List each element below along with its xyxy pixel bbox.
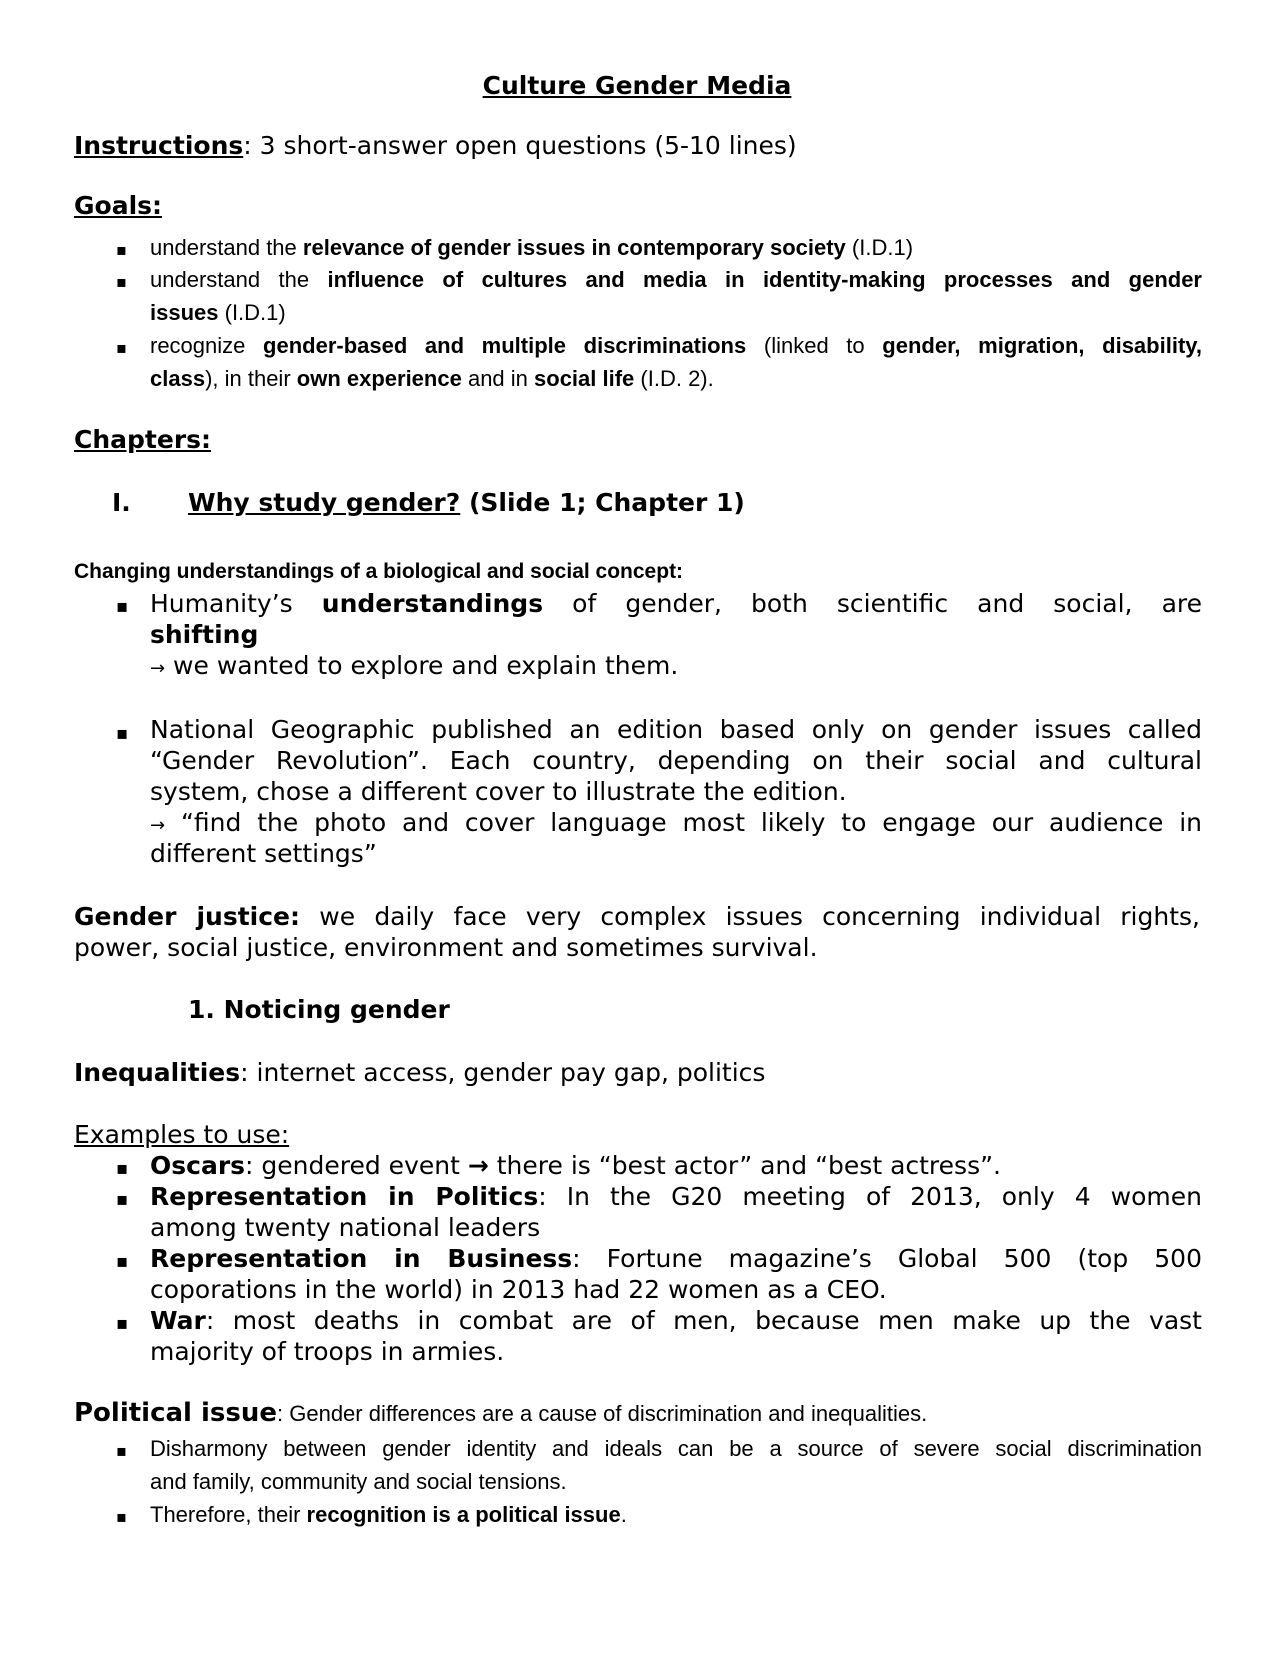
goal-1: understand the relevance of gender issues in contemporary society (I.D.1)	[150, 235, 914, 260]
bullet-icon: ▪	[116, 1251, 129, 1272]
instructions-label: Instructions	[74, 131, 244, 160]
gender-justice-line-2: power, social justice, environment and sometimes survival.	[74, 933, 818, 962]
goal-2-line-1: understand the influence of cultures and media in identity-making processes and gender	[150, 267, 1202, 292]
bullet-icon: ▪	[116, 1189, 129, 1210]
bullet-icon: ▪	[116, 1158, 129, 1179]
chapter-1-title: Why study gender?	[188, 488, 461, 517]
bullet-icon: ▪	[116, 1507, 127, 1526]
arrow-icon: →	[467, 1151, 489, 1180]
example-oscars: Oscars: gendered event → there is “best actor” and “best actress”.	[150, 1151, 1001, 1180]
political-issue-label: Political issue	[74, 1398, 278, 1428]
goal-3-line-1: recognize gender-based and multiple discriminations (linked to gender, migration, disability,	[150, 333, 1202, 358]
example-business-line-1: Representation in Business: Fortune magazine’s Global 500 (top 500	[150, 1244, 1202, 1273]
chapter-1-ref: (Slide 1; Chapter 1)	[460, 488, 745, 517]
instructions-text: : 3 short-answer open questions (5-10 lines)	[243, 131, 797, 160]
changing-2-line-5: different settings”	[150, 839, 377, 868]
bullet-icon: ▪	[116, 723, 129, 744]
example-business-line-2: coporations in the world) in 2013 had 22 women as a CEO.	[150, 1275, 887, 1304]
political-issue-line: Political issue: Gender differences are a cause of discrimination and inequalities.	[74, 1398, 928, 1428]
bullet-icon: ▪	[116, 240, 127, 259]
example-war-line-2: majority of troops in armies.	[150, 1337, 505, 1366]
changing-2-line-3: system, chose a different cover to illustrate the edition.	[150, 777, 847, 806]
goal-3-line-2: class), in their own experience and in social life (I.D. 2).	[150, 366, 714, 391]
bullet-icon: ▪	[116, 272, 127, 291]
changing-1-line-3: → we wanted to explore and explain them.	[150, 651, 679, 680]
example-politics-line-1: Representation in Politics: In the G20 meeting of 2013, only 4 women	[150, 1182, 1202, 1211]
example-war-line-1: War: most deaths in combat are of men, because men make up the vast	[150, 1306, 1202, 1335]
goal-2-line-2: issues (I.D.1)	[150, 300, 286, 325]
instructions-line	[74, 131, 797, 160]
political-1-line-2: and family, community and social tensions.	[150, 1469, 567, 1494]
bullet-icon: ▪	[116, 1313, 129, 1334]
chapter-numeral: I.	[112, 488, 131, 517]
bullet-icon: ▪	[116, 1441, 127, 1460]
changing-1-line-2: shifting	[150, 620, 259, 649]
political-2: Therefore, their recognition is a political issue.	[150, 1502, 627, 1527]
arrow-icon: →	[150, 658, 166, 679]
examples-heading: Examples to use:	[74, 1120, 290, 1149]
arrow-icon: →	[150, 815, 166, 836]
gender-justice-label: Gender justice:	[74, 902, 300, 931]
changing-2-line-2: “Gender Revolution”. Each country, depending on their social and cultural	[150, 746, 1202, 775]
changing-2-line-4: → “find the photo and cover language most likely to engage our audience in	[150, 808, 1202, 837]
bullet-icon: ▪	[116, 596, 129, 617]
inequalities-label: Inequalities	[74, 1058, 241, 1087]
noticing-gender-heading: 1. Noticing gender	[188, 995, 450, 1024]
changing-heading: Changing understandings of a biological and social concept:	[74, 560, 684, 583]
gender-justice-line-1: Gender justice: we daily face very complex issues concerning individual rights,	[74, 902, 1200, 931]
goals-heading: Goals:	[74, 191, 163, 220]
changing-2-line-1: National Geographic published an edition based only on gender issues called	[150, 715, 1202, 744]
inequalities-line: Inequalities: internet access, gender pay gap, politics	[74, 1058, 766, 1087]
example-politics-line-2: among twenty national leaders	[150, 1213, 541, 1242]
document-title: Culture Gender Media	[482, 71, 792, 100]
changing-1-line-1: Humanity’s understandings of gender, both scientific and social, are	[150, 589, 1202, 618]
bullet-icon: ▪	[116, 338, 127, 357]
political-1-line-1: Disharmony between gender identity and ideals can be a source of severe social discrimination	[150, 1436, 1202, 1461]
chapter-1-title-line	[188, 488, 745, 517]
chapters-heading: Chapters:	[74, 425, 212, 454]
